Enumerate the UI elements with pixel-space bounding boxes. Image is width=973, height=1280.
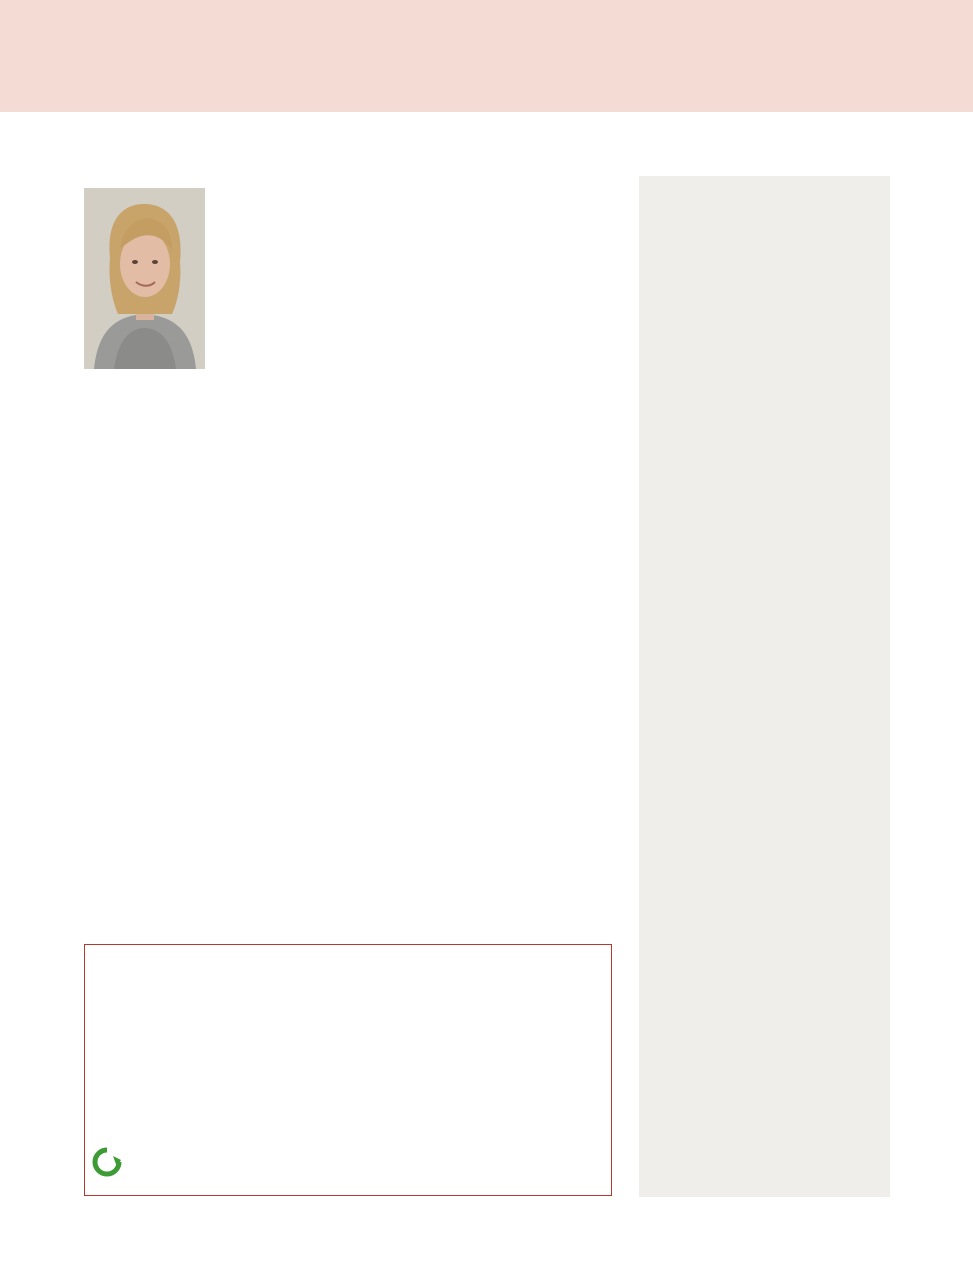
body-line — [84, 545, 617, 566]
body-line — [84, 708, 617, 729]
body-line — [213, 183, 617, 204]
body-line — [84, 644, 617, 665]
body-line — [213, 268, 617, 289]
article-intro — [213, 183, 617, 374]
body-line — [84, 771, 617, 792]
body-line — [84, 439, 617, 460]
portrait-image — [84, 188, 205, 369]
body-line — [84, 481, 617, 502]
body-line — [84, 729, 617, 750]
body-line — [84, 417, 617, 438]
body-line — [84, 587, 617, 608]
body-line — [213, 225, 617, 246]
article-body-1 — [84, 375, 617, 629]
body-line — [84, 877, 617, 898]
recycle-icon — [91, 1147, 123, 1177]
header-banner — [0, 0, 973, 112]
body-line — [213, 289, 617, 310]
footer-folio — [884, 1219, 890, 1235]
masthead-box — [84, 944, 612, 1196]
body-line — [213, 247, 617, 268]
body-line — [84, 665, 617, 686]
body-line — [84, 375, 617, 396]
body-line — [84, 608, 617, 629]
body-line — [213, 204, 617, 225]
article-body-2 — [84, 644, 617, 898]
body-line — [84, 502, 617, 523]
body-line — [84, 523, 617, 544]
contributors-sidebar — [639, 176, 890, 1197]
body-line — [84, 814, 617, 835]
body-line — [84, 460, 617, 481]
editor-portrait — [84, 188, 205, 369]
body-line — [84, 792, 617, 813]
body-line — [84, 566, 617, 587]
body-line — [84, 396, 617, 417]
recycle-logo — [91, 1145, 241, 1191]
body-line — [213, 310, 617, 331]
body-line — [213, 331, 617, 352]
body-line — [84, 856, 617, 877]
body-line — [84, 686, 617, 707]
body-line — [84, 835, 617, 856]
body-line — [213, 353, 617, 374]
body-line — [84, 750, 617, 771]
